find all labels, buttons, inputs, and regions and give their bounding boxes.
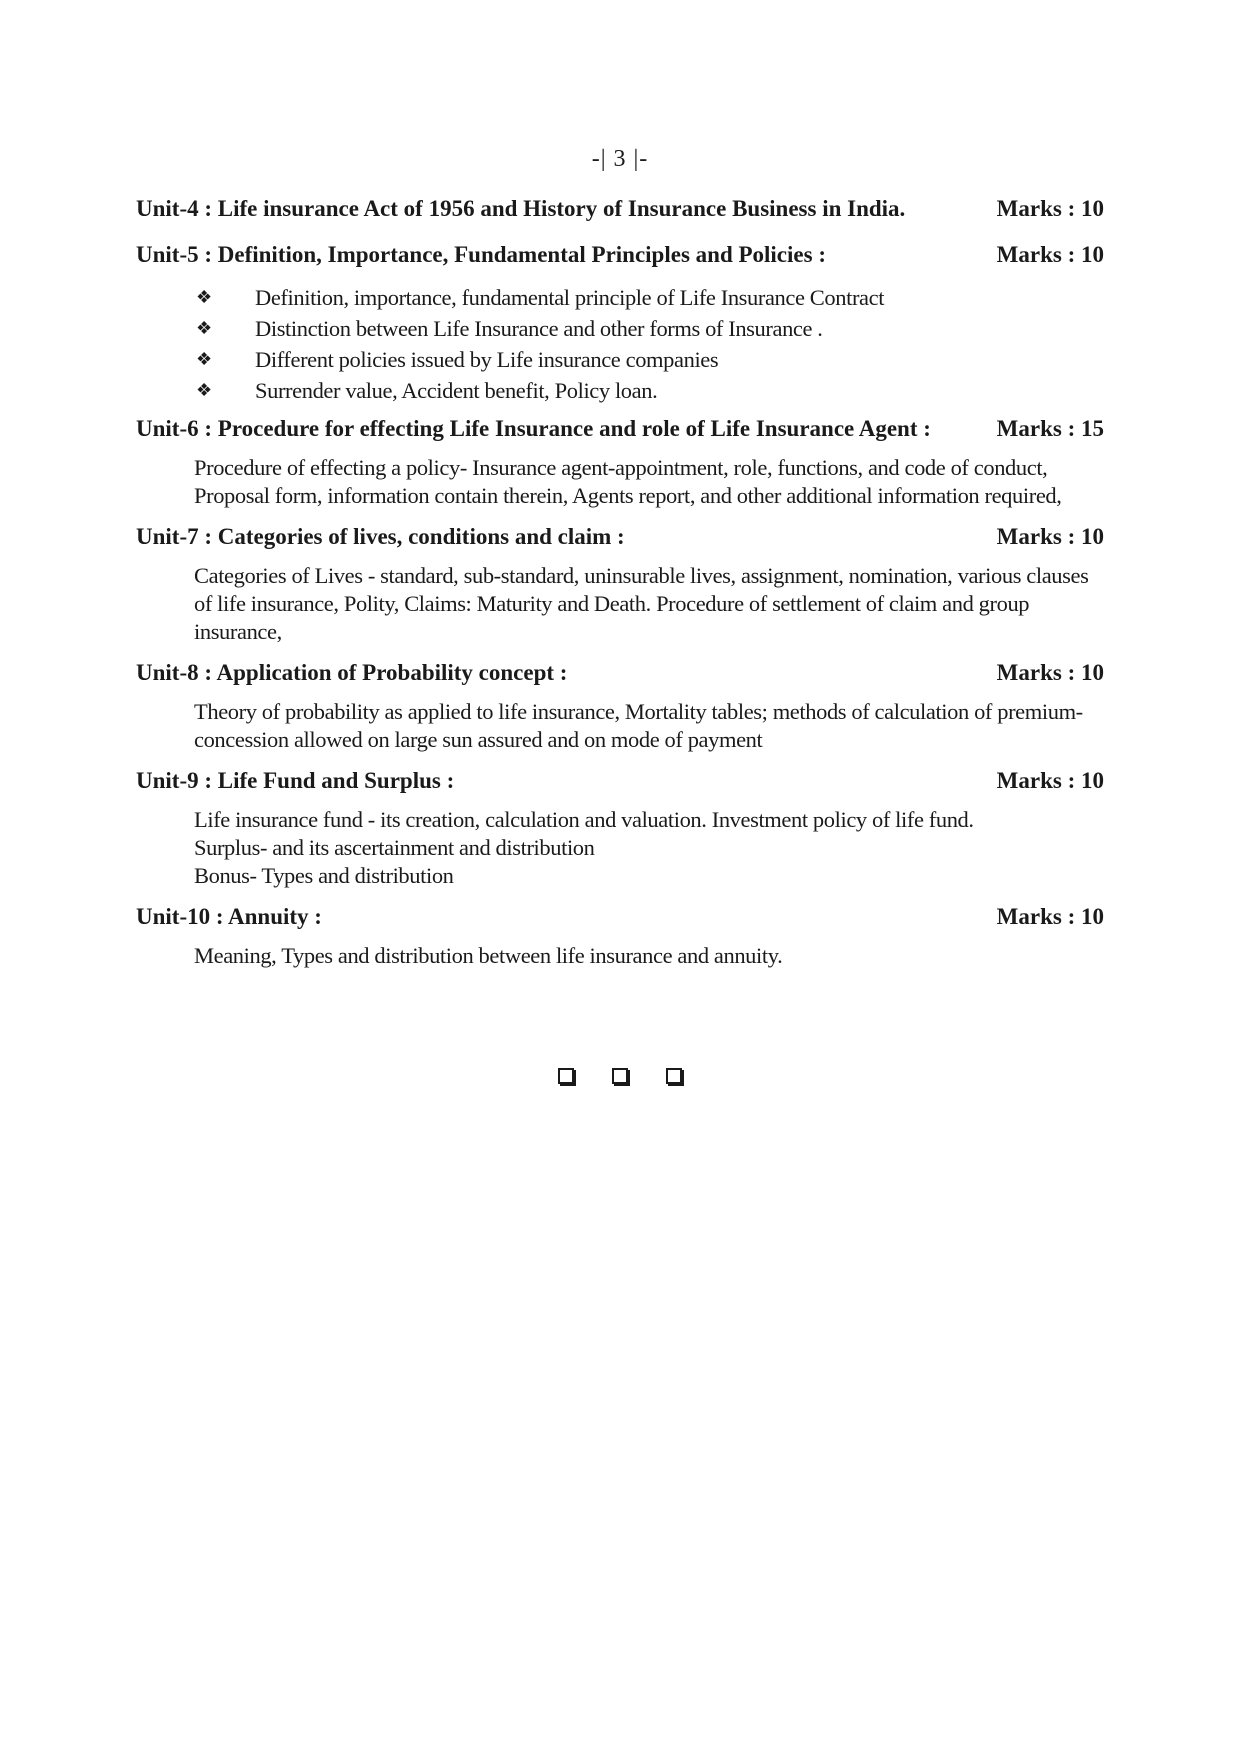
unit-title: Unit-9 : Life Fund and Surplus : — [136, 768, 455, 793]
unit-title: Unit-8 : Application of Probability concept : — [136, 660, 568, 685]
unit-marks: Marks : 10 — [996, 904, 1104, 929]
unit-description — [194, 942, 1104, 970]
unit-4 — [136, 192, 1104, 226]
unit-description — [194, 806, 1104, 890]
unit-marks: Marks : 10 — [996, 196, 1104, 221]
list-item — [136, 282, 1104, 313]
unit-description — [194, 562, 1104, 646]
unit-heading — [136, 412, 1104, 446]
list-item — [136, 313, 1104, 344]
unit-title: Unit-4 : Life insurance Act of 1956 and History of Insurance Business in India. — [136, 196, 906, 221]
bullet-text: Surrender value, Accident benefit, Policy loan. — [255, 378, 658, 403]
bullet-text: Different policies issued by Life insurance companies — [255, 347, 719, 372]
unit-paragraph: Theory of probability as applied to life insurance, Mortality tables; methods of calculation of premium-concession allowed on large sun assured and on mode of payment — [194, 699, 1083, 752]
unit-marks: Marks : 10 — [996, 242, 1104, 267]
unit-paragraph: Bonus- Types and distribution — [194, 863, 454, 888]
four-diamond-bullet-icon: ❖ — [196, 380, 212, 400]
list-item — [136, 344, 1104, 375]
unit-title: Unit-5 : Definition, Importance, Fundamental Principles and Policies : — [136, 242, 826, 267]
unit-heading — [136, 900, 1104, 934]
bullet-list — [136, 282, 1104, 406]
end-of-section-marks — [0, 1068, 1240, 1084]
page-number: -| 3 |- — [591, 146, 649, 172]
unit-marks: Marks : 10 — [996, 660, 1104, 685]
unit-6 — [136, 412, 1104, 510]
unit-marks: Marks : 10 — [996, 768, 1104, 793]
unit-title: Unit-7 : Categories of lives, conditions and claim : — [136, 524, 625, 549]
syllabus-content — [136, 192, 1104, 980]
unit-description — [194, 698, 1104, 754]
unit-heading — [136, 764, 1104, 798]
unit-paragraph: Categories of Lives - standard, sub-standard, uninsurable lives, assignment, nomination, various clauses of life insurance, Polity, Claims: Maturity and Death. Procedure of settlement of claim and group insurance, — [194, 563, 1089, 644]
unit-8 — [136, 656, 1104, 754]
unit-title: Unit-6 : Procedure for effecting Life Insurance and role of Life Insurance Agent : — [136, 416, 931, 441]
hollow-square-icon — [558, 1068, 574, 1084]
four-diamond-bullet-icon: ❖ — [196, 349, 212, 369]
unit-heading — [136, 192, 1104, 226]
unit-paragraph: Meaning, Types and distribution between life insurance and annuity. — [194, 943, 783, 968]
unit-5 — [136, 238, 1104, 406]
hollow-square-icon — [666, 1068, 682, 1084]
four-diamond-bullet-icon: ❖ — [196, 318, 212, 338]
unit-heading — [136, 238, 1104, 272]
unit-description — [194, 454, 1104, 510]
unit-9 — [136, 764, 1104, 890]
four-diamond-bullet-icon: ❖ — [196, 287, 212, 307]
list-item — [136, 375, 1104, 406]
unit-10 — [136, 900, 1104, 970]
unit-paragraph: Procedure of effecting a policy- Insurance agent-appointment, role, functions, and code of conduct, Proposal form, information contain therein, Agents report, and other additional information required, — [194, 455, 1062, 508]
unit-marks: Marks : 15 — [996, 416, 1104, 441]
unit-paragraph: Surplus- and its ascertainment and distribution — [194, 835, 595, 860]
unit-heading — [136, 656, 1104, 690]
unit-heading — [136, 520, 1104, 554]
unit-7 — [136, 520, 1104, 646]
hollow-square-icon — [612, 1068, 628, 1084]
unit-title: Unit-10 : Annuity : — [136, 904, 322, 929]
unit-marks: Marks : 10 — [996, 524, 1104, 549]
unit-paragraph: Life insurance fund - its creation, calculation and valuation. Investment policy of life fund. — [194, 807, 974, 832]
bullet-text: Distinction between Life Insurance and other forms of Insurance . — [255, 316, 823, 341]
bullet-text: Definition, importance, fundamental principle of Life Insurance Contract — [255, 285, 885, 310]
